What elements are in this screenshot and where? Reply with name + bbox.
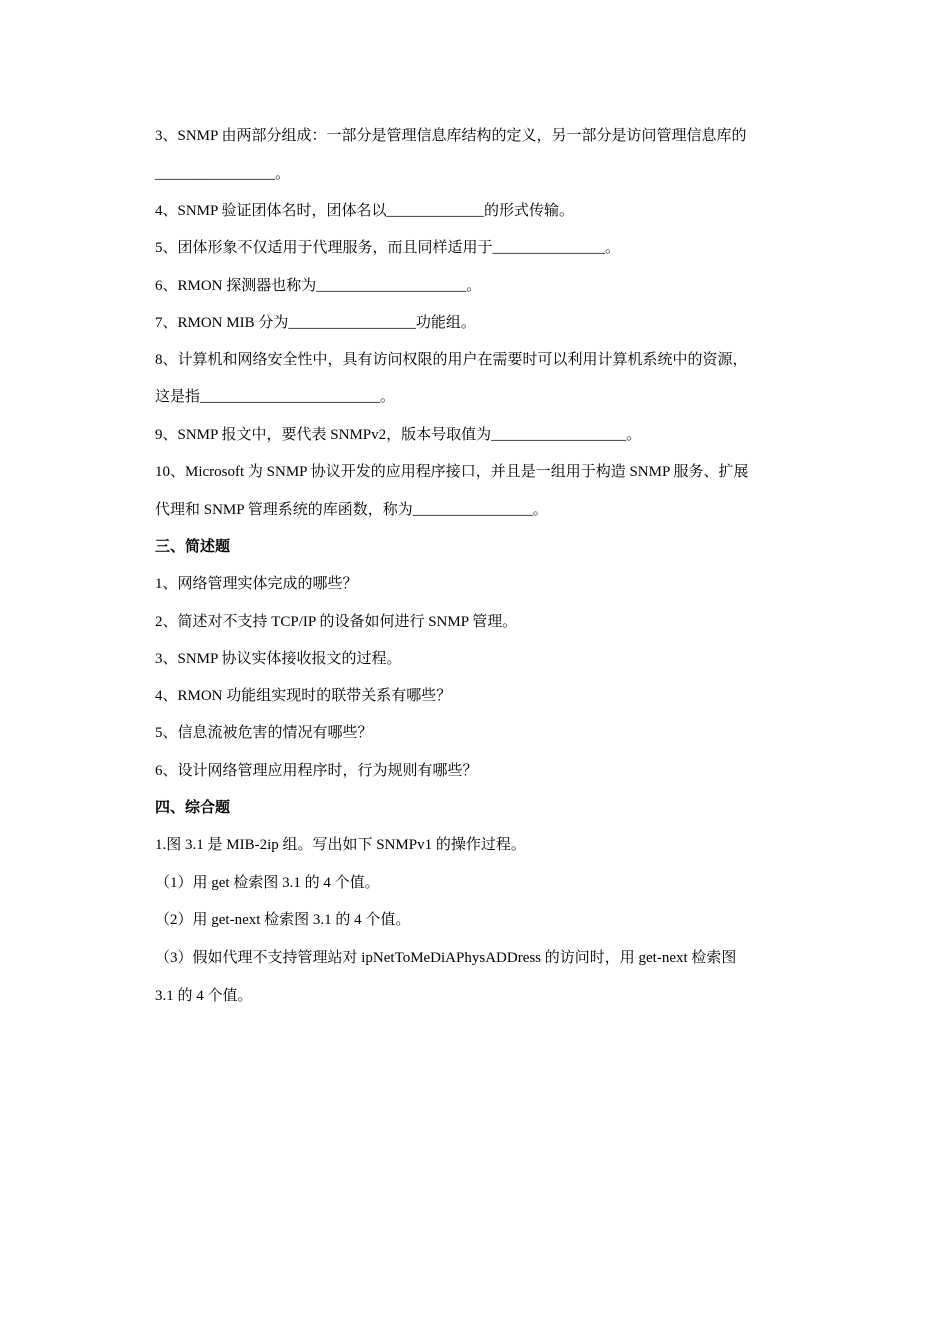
fill-question-8: 8、计算机和网络安全性中，具有访问权限的用户在需要时可以利用计算机系统中的资源， xyxy=(155,352,748,368)
short-answer-question-6: 6、设计网络管理应用程序时，行为规则有哪些？ xyxy=(155,763,478,779)
short-answer-question-5: 5、信息流被危害的情况有哪些？ xyxy=(155,725,373,741)
comprehensive-question-intro: 1.图 3.1 是 MIB-2ip 组。写出如下 SNMPv1 的操作过程。 xyxy=(155,837,526,853)
fill-question-10-continued: 代理和 SNMP 管理系统的库函数，称为________________。 xyxy=(155,502,548,518)
comprehensive-item-3-continued: 3.1 的 4 个值。 xyxy=(155,988,253,1004)
short-answer-question-3: 3、SNMP 协议实体接收报文的过程。 xyxy=(155,651,402,667)
section-heading-short-answer: 三、简述题 xyxy=(155,539,231,555)
short-answer-question-2: 2、简述对不支持 TCP/IP 的设备如何进行 SNMP 管理。 xyxy=(155,614,518,630)
fill-question-3: 3、SNMP 由两部分组成：一部分是管理信息库结构的定义，另一部分是访问管理信息库的 xyxy=(155,128,747,144)
comprehensive-item-1: （1）用 get 检索图 3.1 的 4 个值。 xyxy=(155,875,380,891)
section-heading-comprehensive: 四、综合题 xyxy=(155,800,231,816)
fill-question-4: 4、SNMP 验证团体名时，团体名以_____________的形式传输。 xyxy=(155,203,575,219)
fill-question-8-continued: 这是指________________________。 xyxy=(155,389,396,405)
short-answer-question-4: 4、RMON 功能组实现时的联带关系有哪些？ xyxy=(155,688,452,704)
fill-question-3-continued: ________________。 xyxy=(155,166,291,182)
short-answer-question-1: 1、网络管理实体完成的哪些？ xyxy=(155,576,358,592)
fill-question-9: 9、SNMP 报文中，要代表 SNMPv2，版本号取值为__________________。 xyxy=(155,427,642,443)
fill-question-10: 10、Microsoft 为 SNMP 协议开发的应用程序接口，并且是一组用于构造 SNMP 服务、扩展 xyxy=(155,464,749,480)
fill-question-5: 5、团体形象不仅适用于代理服务，而且同样适用于_______________。 xyxy=(155,240,621,256)
fill-question-7: 7、RMON MIB 分为_________________功能组。 xyxy=(155,315,476,331)
comprehensive-item-2: （2）用 get-next 检索图 3.1 的 4 个值。 xyxy=(155,912,411,928)
fill-question-6: 6、RMON 探测器也称为____________________。 xyxy=(155,278,482,294)
comprehensive-item-3: （3）假如代理不支持管理站对 ipNetToMeDiAPhysADDress 的访问时，用 get-next 检索图 xyxy=(155,950,737,966)
